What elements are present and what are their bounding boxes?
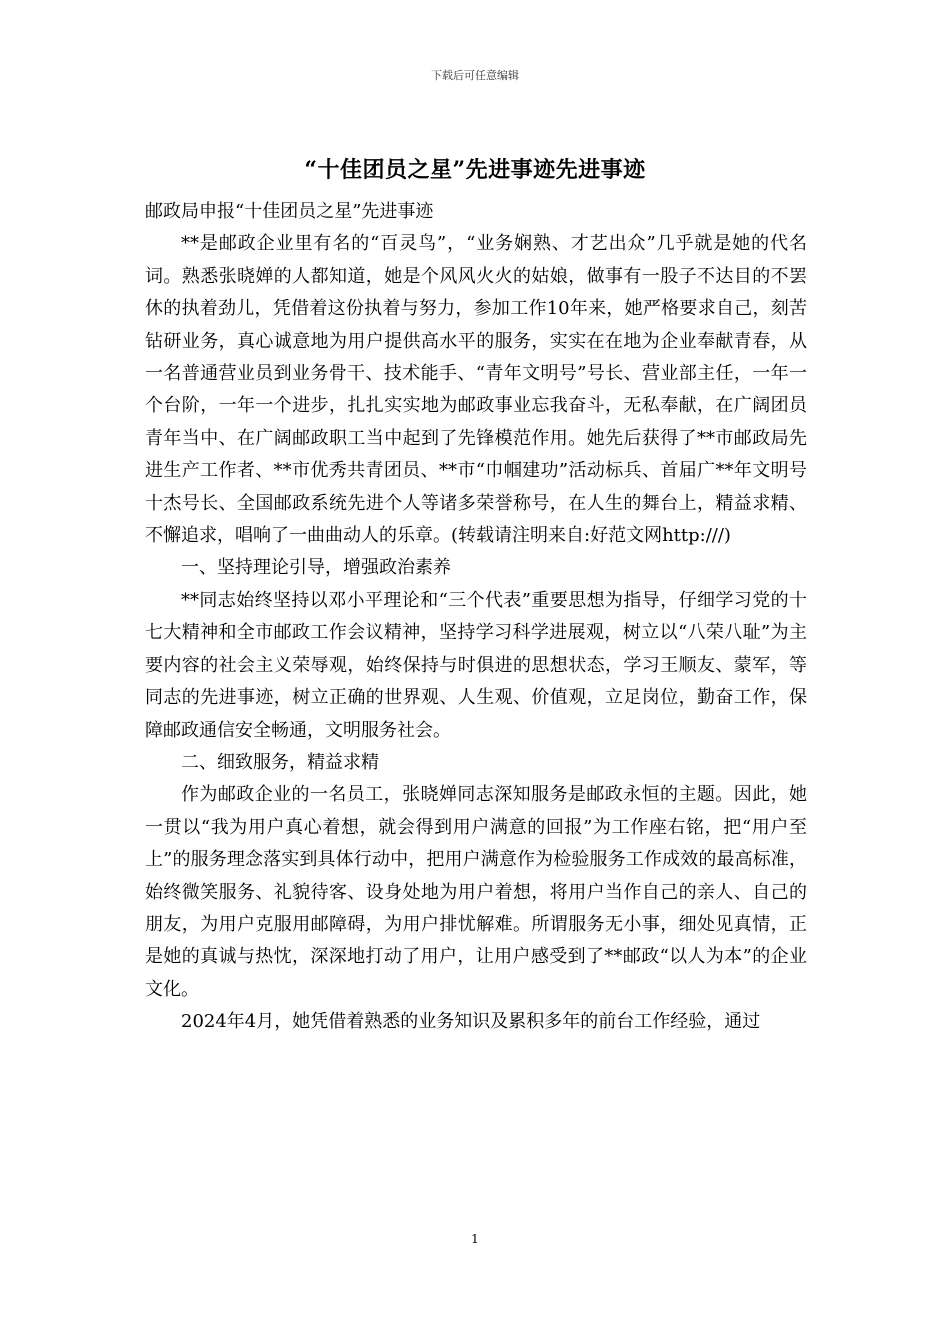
paragraph-section-2: 作为邮政企业的一名员工，张晓婵同志深知服务是邮政永恒的主题。因此，她一贯以“我为用户真心着想，就会得到用户满意的回报”为工作座右铭，把“用户至上”的服务理念落实到具体行动中，把用户满意作为检验服务工作成效的最高标准，始终微笑服务、礼貌待客、设身处地为用户着想，将用户当作自己的亲人、自己的朋友，为用户克服用邮障碍，为用户排忧解难。所谓服务无小事，细处见真情，正是她的真诚与热忱，深深地打动了用户，让用户感受到了**邮政“以人为本”的企业文化。: [145, 784, 807, 1000]
document-body: [145, 196, 807, 1039]
paragraph-continued: 2024年4月，她凭借着熟悉的业务知识及累积多年的前台工作经验，通过: [181, 1011, 761, 1033]
paragraph-section-1: **同志始终坚持以邓小平理论和“三个代表”重要思想为指导，仔细学习党的十七大精神和全市邮政工作会议精神，坚持学习科学进展观，树立以“八荣八耻”为主要内容的社会主义荣辱观，始终保持与时俱进的思想状态，学习王顺友、蒙军，等同志的先进事迹，树立正确的世界观、人生观、价值观，立足岗位，勤奋工作，保障邮政通信安全畅通，文明服务社会。: [145, 589, 807, 741]
document-title: “十佳团员之星”先进事迹先进事迹: [304, 157, 646, 183]
section-heading-1: 一、坚持理论引导，增强政治素养: [181, 557, 451, 579]
page-number: 1: [471, 1232, 479, 1246]
section-heading-2: 二、细致服务，精益求精: [181, 751, 379, 773]
document-subtitle: 邮政局申报“十佳团员之星”先进事迹: [145, 201, 434, 222]
header-note: 下载后可任意编辑: [431, 69, 519, 82]
paragraph-intro: **是邮政企业里有名的“百灵鸟”，“业务娴熟、才艺出众”几乎就是她的代名词。熟悉张晓婵的人都知道，她是个风风火火的姑娘，做事有一股子不达目的不罢休的执着劲儿，凭借着这份执着与努力，参加工作10年来，她严格要求自己，刻苦钻研业务，真心诚意地为用户提供高水平的服务，实实在在地为企业奉献青春，从一名普通营业员到业务骨干、技术能手、“青年文明号”号长、营业部主任，一年一个台阶，一年一个进步，扎扎实实地为邮政事业忘我奋斗，无私奉献，在广阔团员青年当中、在广阔邮政职工当中起到了先锋模范作用。她先后获得了**市邮政局先进生产工作者、**市优秀共青团员、**市“巾帼建功”活动标兵、首届广**年文明号十杰号长、全国邮政系统先进个人等诸多荣誉称号，在人生的舞台上，精益求精、不懈追求，唱响了一曲曲动人的乐章。(转载请注明来自:好范文网http:///): [145, 233, 807, 547]
